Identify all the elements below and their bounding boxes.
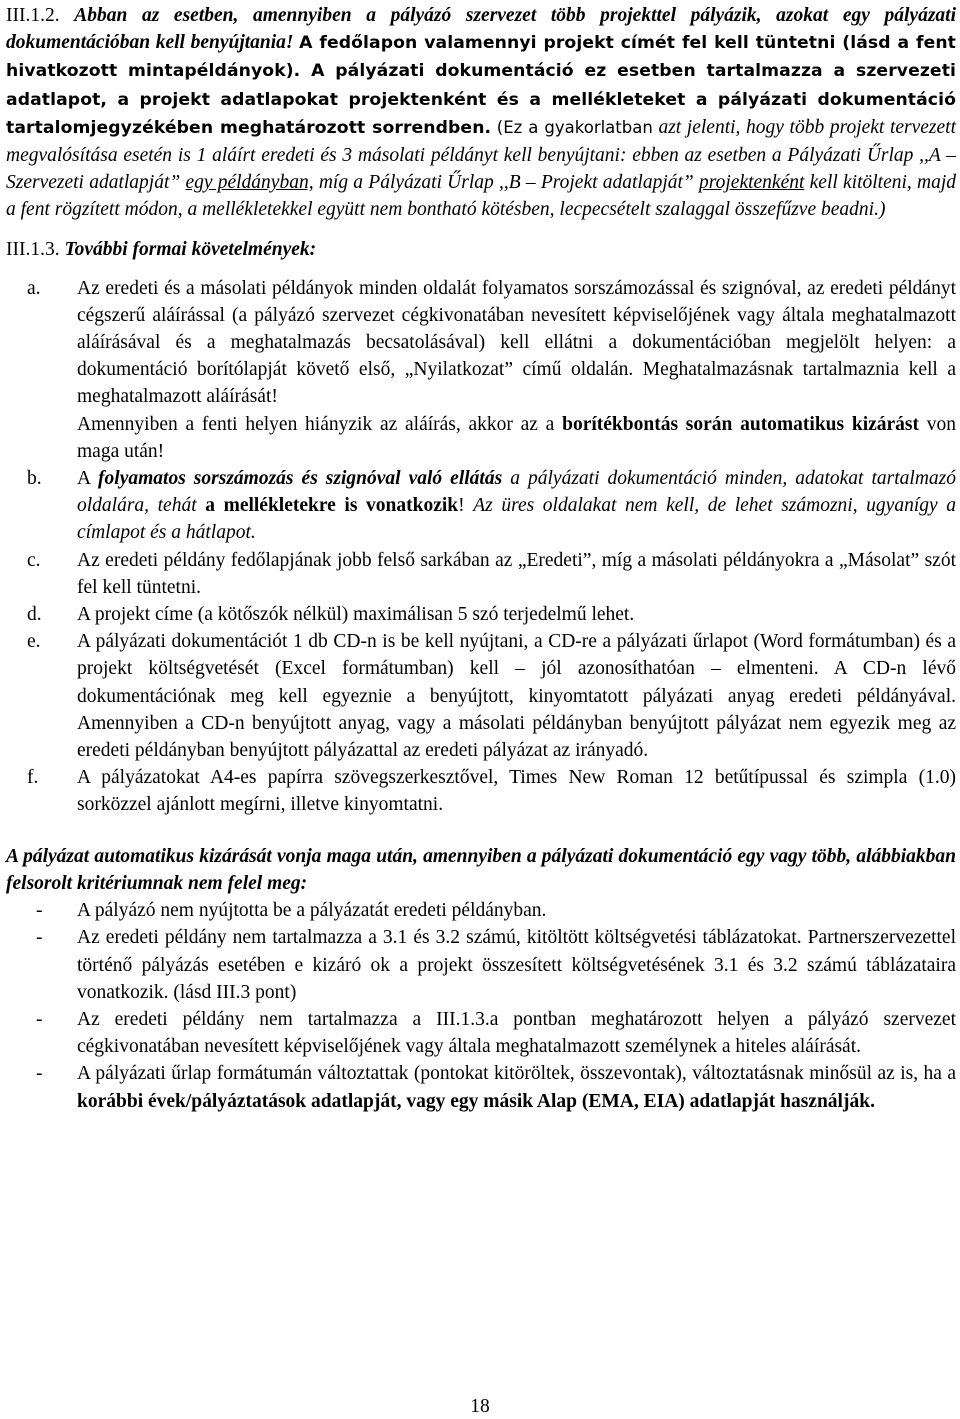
page-number: 18: [470, 1396, 490, 1417]
item-a-text2-start: Amennyiben a fenti helyen hiányzik az aláírás, akkor az a: [77, 413, 555, 435]
exclusion-list: [6, 897, 956, 1115]
item-b-exclamation: !: [458, 495, 465, 517]
intro-italic-bold-text: Abban az esetben, amennyiben a pályázó szervezet több projekttel pályázik, azokat egy pályázati dokumentációban kell benyújtania!: [6, 5, 956, 54]
list-marker: e.: [27, 631, 41, 653]
list-marker: b.: [27, 468, 42, 490]
document-page: [6, 2, 956, 1115]
list-item: [6, 764, 956, 818]
intro-paren-open: (Ez a gyakorlatban: [496, 117, 653, 137]
item-b-italic: a pályázati dokumentáció minden, adatokat tartalmazó oldalára, tehát: [77, 468, 956, 517]
requirements-list: [6, 275, 956, 819]
exclusion-item-1: A pályázó nem nyújtotta be a pályázatát eredeti példányban.: [77, 900, 547, 922]
intro-italic-text-2: míg a Pályázati Űrlap ,,B – Projekt adatlapját”: [318, 172, 694, 194]
dash-marker: -: [36, 1008, 43, 1030]
exclusion-heading: A pályázat automatikus kizárását vonja maga után, amennyiben a pályázati dokumentáció egy vagy több, alábbiakban felsorolt kritériumnak nem felel meg:: [6, 845, 956, 894]
item-b-bold-italic: folyamatos sorszámozás és szignóval való ellátás: [98, 468, 503, 490]
dash-marker: -: [36, 1063, 43, 1085]
intro-italic-text-3: kell kitölteni, majd a fent rögzített módon, a mellékletekkel együtt nem bontható kötésben, lecpecsételt szalaggal összefűzve beadni.): [6, 172, 957, 221]
section-number: III.1.3.: [6, 238, 60, 260]
item-b-bold: a mellékletekre is vonatkozik: [205, 495, 459, 517]
item-a-text2-bold: borítékbontás során automatikus kizárást: [562, 413, 920, 435]
section-heading: [6, 236, 956, 263]
intro-sans-bold-text: A fedőlapon valamennyi projekt címét fel kell tüntetni (lásd a fent hivatkozott mintapéldányok). A pályázati dokumentáció ez esetben tartalmazza a szervezeti adatlapot, a projekt adatlapokat projektenként és a mellékleteket a pályázati dokumentáció tartalomjegyzékében meghatározott sorrendben.: [6, 33, 957, 138]
intro-paragraph: [6, 2, 956, 224]
item-e-text: A pályázati dokumentációt 1 db CD-n is be kell nyújtani, a CD-re a pályázati űrlapot (Word formátumban) és a projekt költségvetését (Excel formátumban) kell – jól azonosíthatóan – elmenteni. A CD-n lévő dokumentációnak meg kell egyeznie a benyújtott, kinyomtatott pályázati anyag eredeti példányával. Amennyiben a CD-n benyújtott anyag, vagy a másolati példányban benyújtott pályázat nem egyezik meg az eredeti példányban benyújtott pályázattal az eredeti pályázat az irányadó.: [77, 631, 956, 762]
dash-marker: -: [36, 900, 43, 922]
intro-italic-text-1: azt jelenti, hogy több projekt tervezett megvalósítása esetén is 1 aláírt eredeti és 3 másolati példányt kell benyújtani: ebben az esetben a Pályázati Űrlap ,,A – Szervezeti adatlapját”: [6, 116, 957, 194]
list-item: [6, 275, 956, 465]
exclusion-item-2: Az eredeti példány nem tartalmazza a 3.1 és 3.2 számú, kitöltött költségvetési táblázatokat. Partnerszervezettel történő pályázás esetében e kizáró ok a projekt összesített költségvetésének 3.1 és 3.2 számú táblázataira vonatkozik. (lásd III.3 pont): [77, 927, 956, 1003]
item-f-text: A pályázatokat A4-es papírra szövegszerkesztővel, Times New Roman 12 betűtípussal és szimpla (1.0) sorközzel ajánlott megírni, illetve kinyomtatni.: [77, 767, 956, 816]
list-marker: d.: [27, 604, 42, 626]
section-title: További formai követelmények:: [64, 238, 317, 260]
exclusion-item-4-bold: korábbi évek/pályáztatások adatlapját, vagy egy másik Alap (EMA, EIA) adatlapját használják.: [77, 1090, 875, 1112]
item-d-text: A projekt címe (a kötőszók nélkül) maximálisan 5 szó terjedelmű lehet.: [77, 604, 635, 626]
item-c-text: Az eredeti példány fedőlapjának jobb felső sarkában az „Eredeti”, míg a másolati példányokra a „Másolat” szót fel kell tüntetni.: [77, 549, 956, 598]
exclusion-item-3: Az eredeti példány nem tartalmazza a III.1.3.a pontban meghatározott helyen a pályázó szervezet cégkivonatában nevesített képviselőjének vagy általa meghatalmazott személynek a hiteles aláírását.: [77, 1008, 956, 1058]
list-item: [6, 1060, 956, 1114]
list-marker: a.: [27, 277, 41, 299]
list-item: [6, 1006, 956, 1060]
list-item: [6, 924, 956, 1006]
intro-italic-underline-1: egy példányban,: [185, 172, 314, 194]
item-b-italic-2: Az üres oldalakat nem kell, de lehet számozni, ugyanígy a címlapot és a hátlapot.: [77, 495, 957, 544]
intro-section-number: III.1.2.: [6, 5, 60, 26]
list-item: [6, 628, 956, 764]
item-a-text: Az eredeti és a másolati példányok minden oldalát folyamatos sorszámozással és szignóval, az eredeti példányt cégszerű aláírással (a pályázó szervezet cégkivonatában nevesített képviselőjének vagy általa meghatalmazott aláírásával és a meghatalmazás becsatolásával) kell ellátni a dokumentációban megjelölt helyen: a dokumentáció borítólapját követő első, „Nyilatkozat” című oldalán. Meghatalmazásnak tartalmaznia kell a meghatalmazott aláírását!: [77, 277, 956, 408]
exclusion-item-4-start: A pályázati űrlap formátumán változtattak (pontokat kitöröltek, összevontak), változtatásnak minősül az is, ha a: [77, 1063, 956, 1085]
intro-italic-underline-2: projektenként: [699, 172, 805, 194]
dash-marker: -: [36, 927, 43, 949]
item-b-t1: A: [77, 468, 91, 490]
list-item: [6, 601, 956, 628]
list-marker: f.: [27, 767, 39, 789]
list-item: [6, 465, 956, 547]
list-item: [6, 547, 956, 601]
list-item: [6, 897, 956, 924]
item-a-text2-end: von maga után!: [77, 413, 957, 462]
list-marker: c.: [27, 549, 41, 571]
